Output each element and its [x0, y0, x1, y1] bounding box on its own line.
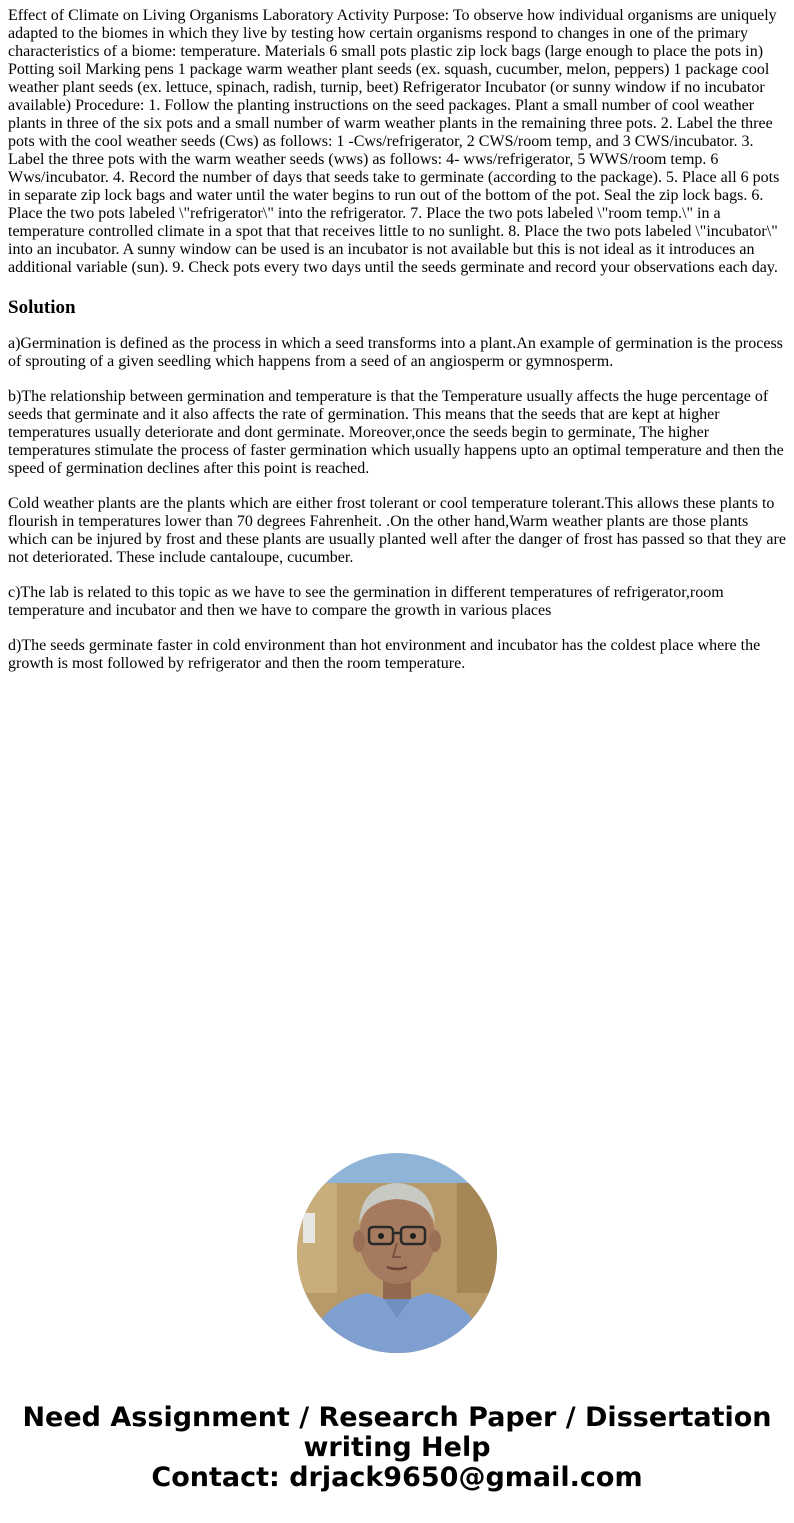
- person-photo-icon: [297, 1153, 497, 1353]
- document-body: [8, 7, 788, 673]
- answer-paragraph-d: d)The seeds germinate faster in cold environment than hot environment and incubator has the coldest place where the growth is most followed by refrigerator and then the room temperature.: [8, 637, 761, 672]
- answer-paragraph-b: b)The relationship between germination and temperature is that the Temperature usually affects the huge percentage of seeds that germinate and it also affects the rate of germination. This means that the seeds that are kept at higher temperatures usually deteriorate and dont germinate. Moreover,once the seeds begin to germinate, The higher temperatures stimulate the process of faster germination which usually happens upto an optimal temperature and then the speed of germination declines after this point is reached.: [8, 388, 784, 477]
- promo-banner: [0, 1403, 794, 1493]
- question-text: Effect of Climate on Living Organisms Laboratory Activity Purpose: To observe how individual organisms are uniquely adapted to the biomes in which they live by testing how certain organisms respond to changes in one of the primary characteristics of a biome: temperature. Materials 6 small pots plastic zip lock bags (large enough to place the pots in) Potting soil Marking pens 1 package warm weather plant seeds (ex. squash, cucumber, melon, peppers) 1 package cool weather plant seeds (ex. lettuce, spinach, radish, turnip, beet) Refrigerator Incubator (or sunny window if no incubator available) Procedure: 1. Follow the planting instructions on the seed packages. Plant a small number of cool weather plants in three of the six pots and a small number of warm weather plants in the remaining three pots. 2. Label the three pots with the cool weather seeds (Cws) as follows: 1 -Cws/refrigerator, 2 CWS/room temp, and 3 CWS/incubator. 3. Label the three pots with the warm weather seeds (wws) as follows: 4- wws/refrigerator, 5 WWS/room temp. 6 Wws/incubator. 4. Record the number of days that seeds take to germinate (according to the package). 5. Place all 6 pots in separate zip lock bags and water until the water begins to run out of the bottom of the pot. Seal the zip lock bags. 6. Place the two pots labeled \"refrigerator\" into the refrigerator. 7. Place the two pots labeled \"room temp.\" in a temperature controlled climate in a spot that that receives little to no sunlight. 8. Place the two pots labeled \"incubator\" into an incubator. A sunny window can be used is an incubator is not available but this is not ideal as it introduces an additional variable (sun). 9. Check pots every two days until the seeds germinate and record your observations each day.: [8, 7, 780, 276]
- promo-contact-line: Contact: drjack9650@gmail.com: [151, 1462, 643, 1493]
- solution-heading: Solution: [8, 297, 76, 318]
- promo-line-1: Need Assignment / Research Paper / Dissertation: [22, 1402, 772, 1433]
- promo-line-2: writing Help: [303, 1432, 491, 1463]
- answer-paragraph-a: a)Germination is defined as the process in which a seed transforms into a plant.An example of germination is the process of sprouting of a given seedling which happens from a seed of an angiosperm or gymnosperm.: [8, 335, 783, 370]
- answer-paragraph-c: c)The lab is related to this topic as we have to see the germination in different temperatures of refrigerator,room temperature and incubator and then we have to compare the growth in various places: [8, 584, 724, 619]
- avatar: [297, 1153, 497, 1353]
- answer-paragraph-cold-warm: Cold weather plants are the plants which are either frost tolerant or cool temperature tolerant.This allows these plants to flourish in temperatures lower than 70 degrees Fahrenheit. .On the other hand,Warm weather plants are those plants which can be injured by frost and these plants are usually planted well after the danger of frost has passed so that they are not deteriorated. These include cantaloupe, cucumber.: [8, 495, 786, 566]
